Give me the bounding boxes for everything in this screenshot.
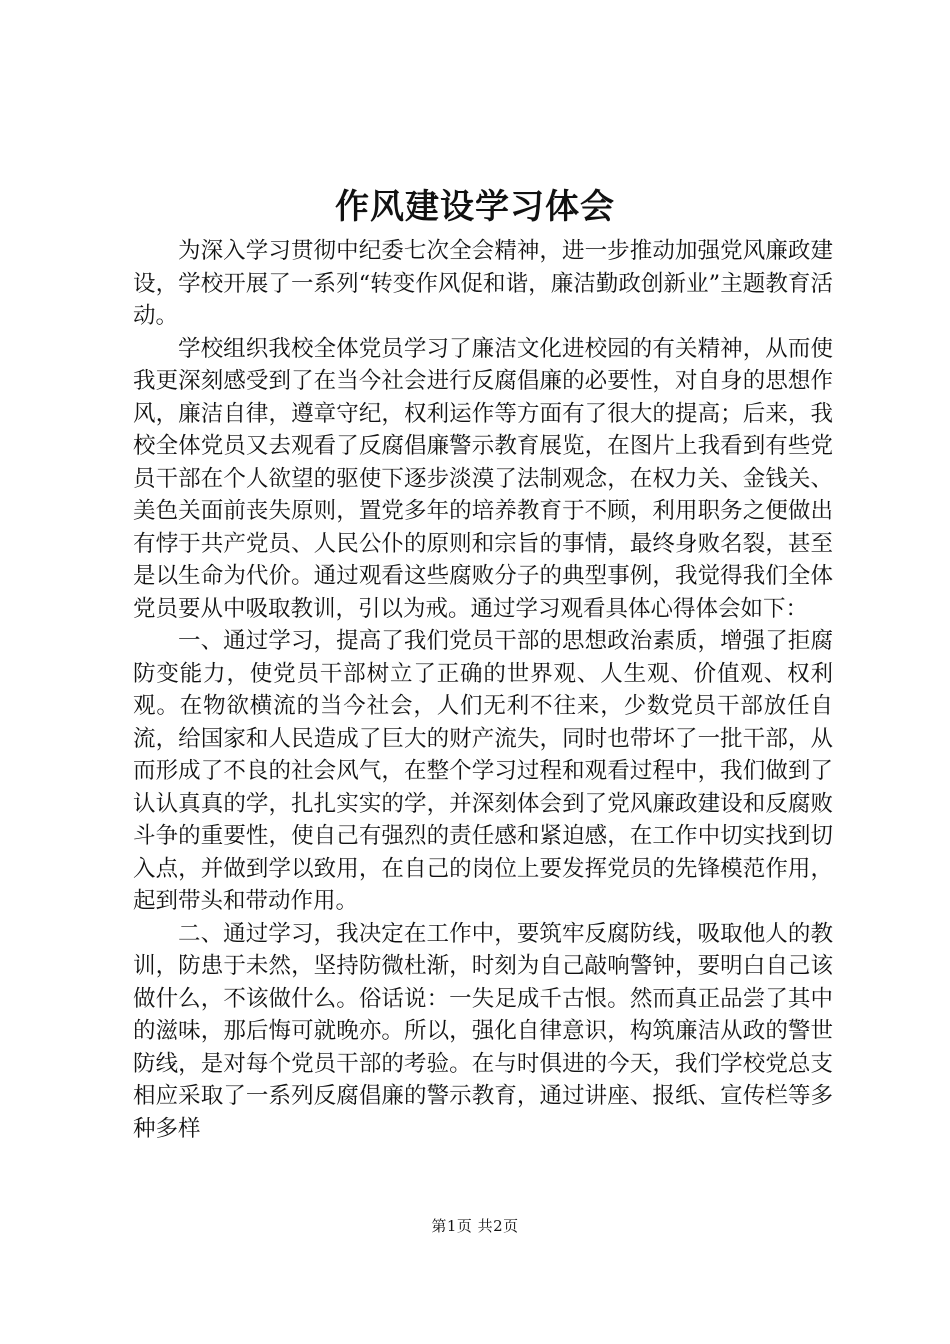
page-number-footer: 第1页 共2页 bbox=[431, 1217, 519, 1235]
paragraph-point-two: 二、通过学习，我决定在工作中，要筑牢反腐防线，吸取他人的教训，防患于未然，坚持防微杜渐，时刻为自己敲响警钟，要明白自己该做什么，不该做什么。俗话说：一失足成千古恨。然而真正品尝了其中的滋味，那后悔可就晚亦。所以，强化自律意识，构筑廉洁从政的警世防线，是对每个党员干部的考验。在与时俱进的今天，我们学校党总支相应采取了一系列反腐倡廉的警示教育，通过讲座、报纸、宣传栏等多种多样 bbox=[133, 920, 833, 1142]
document-body bbox=[133, 235, 833, 1145]
document-title: 作风建设学习体会 bbox=[335, 187, 615, 227]
paragraph-study: 学校组织我校全体党员学习了廉洁文化进校园的有关精神，从而使我更深刻感受到了在当今社会进行反腐倡廉的必要性，对自身的思想作风，廉洁自律，遵章守纪，权利运作等方面有了很大的提高；后来，我校全体党员又去观看了反腐倡廉警示教育展览，在图片上我看到有些党员干部在个人欲望的驱使下逐步淡漠了法制观念，在权力关、金钱关、美色关面前丧失原则，置党多年的培养教育于不顾，利用职务之便做出有悖于共产党员、人民公仆的原则和宗旨的事情，最终身败名裂，甚至是以生命为代价。通过观看这些腐败分子的典型事例，我觉得我们全体党员要从中吸取教训，引以为戒。通过学习观看具体心得体会如下： bbox=[133, 335, 833, 622]
paragraph-point-one: 一、通过学习，提高了我们党员干部的思想政治素质，增强了拒腐防变能力，使党员干部树立了正确的世界观、人生观、价值观、权利观。在物欲横流的当今社会，人们无利不往来，少数党员干部放任自流，给国家和人民造成了巨大的财产流失，同时也带坏了一批干部，从而形成了不良的社会风气，在整个学习过程和观看过程中，我们做到了认认真真的学，扎扎实实的学，并深刻体会到了党风廉政建设和反腐败斗争的重要性，使自己有强烈的责任感和紧迫感，在工作中切实找到切入点，并做到学以致用，在自己的岗位上要发挥党员的先锋模范作用，起到带头和带动作用。 bbox=[133, 628, 833, 914]
paragraph-intro: 为深入学习贯彻中纪委七次全会精神，进一步推动加强党风廉政建设，学校开展了一系列“转变作风促和谐，廉洁勤政创新业”主题教育活动。 bbox=[133, 238, 833, 329]
